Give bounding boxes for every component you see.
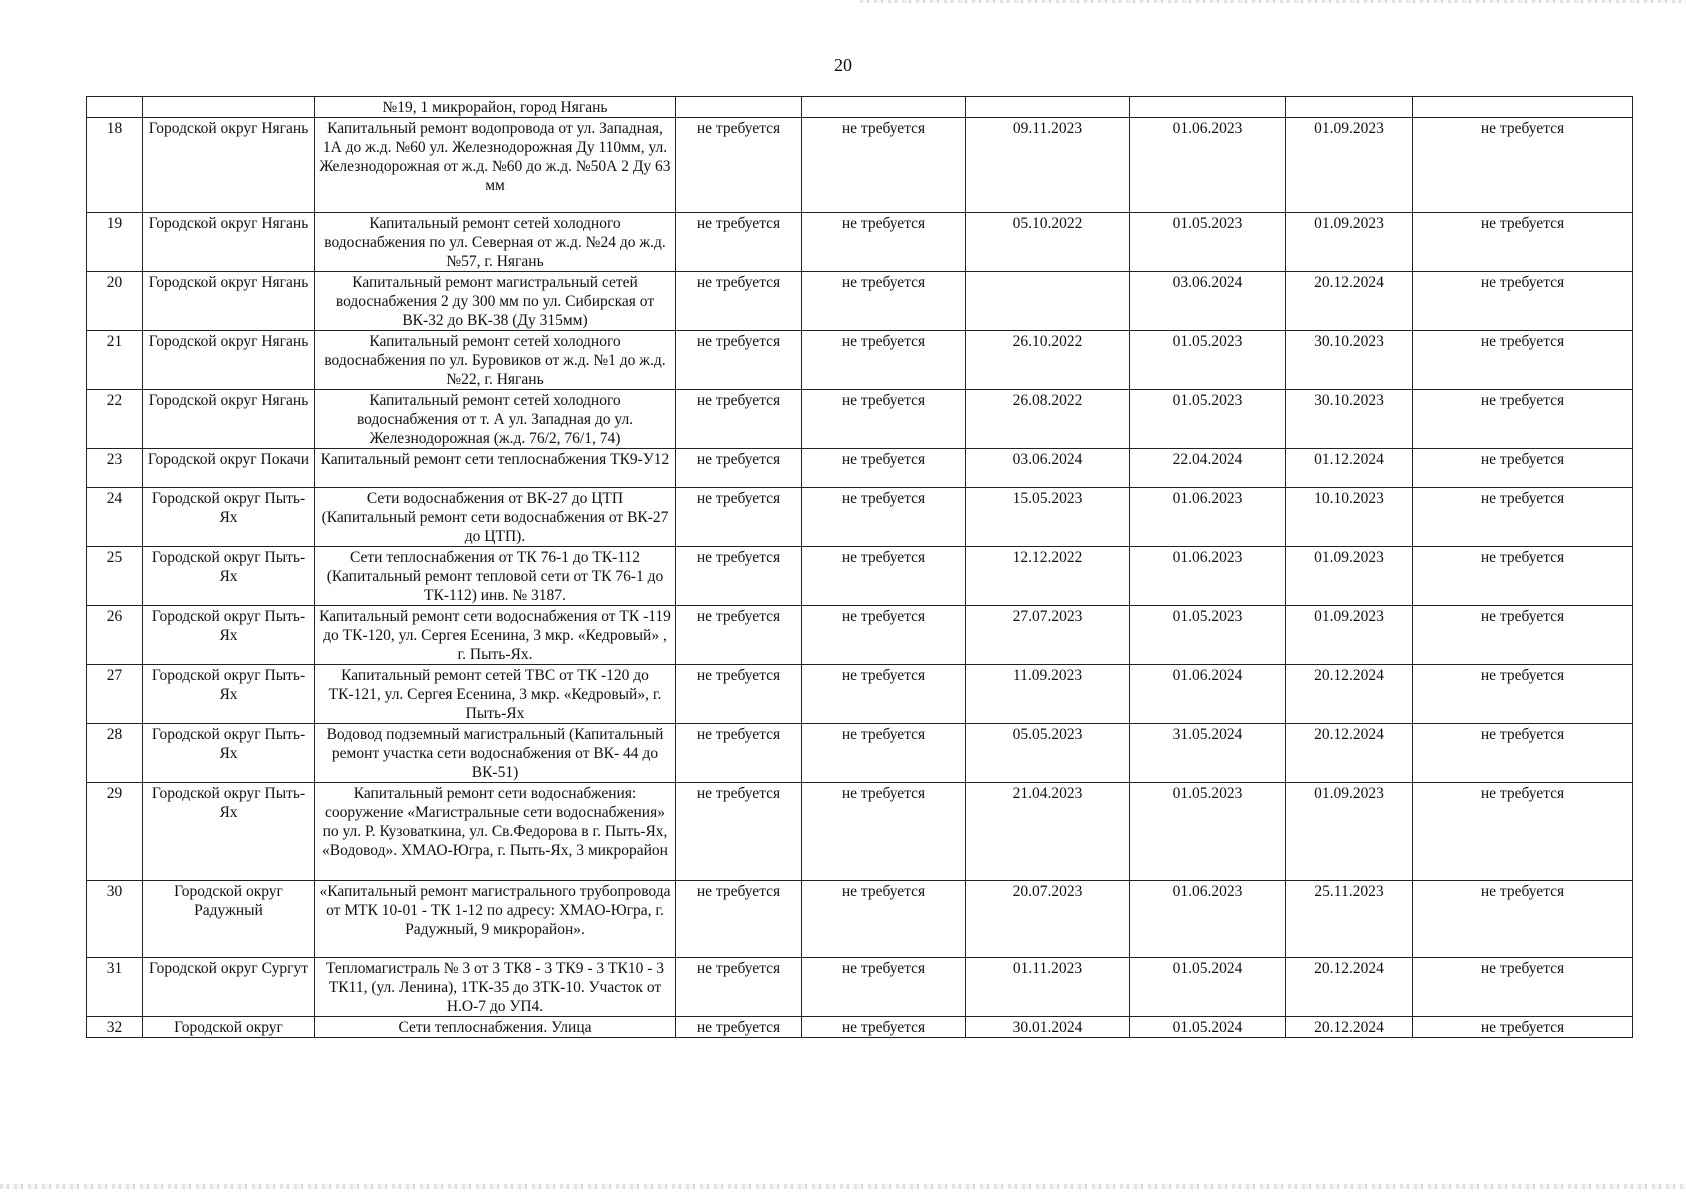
- col9-cell: не требуется: [1413, 118, 1633, 213]
- col7-cell: 22.04.2024: [1130, 449, 1286, 488]
- col8-cell: 20.12.2024: [1286, 1017, 1413, 1038]
- col8-cell: 01.09.2023: [1286, 547, 1413, 606]
- continuation-row: [87, 97, 1633, 118]
- col5-cell: не требуется: [802, 881, 966, 958]
- col9-cell: не требуется: [1413, 958, 1633, 1017]
- district-cell: Городской округ Пыть-Ях: [143, 724, 315, 783]
- table-row: [87, 881, 1633, 958]
- row-number: 29: [87, 783, 143, 881]
- col7-cell: 01.05.2023: [1130, 390, 1286, 449]
- col7-cell: 01.06.2023: [1130, 547, 1286, 606]
- col7-cell: 01.06.2023: [1130, 118, 1286, 213]
- col8-cell: 30.10.2023: [1286, 390, 1413, 449]
- data-table-container: [86, 96, 1632, 1038]
- col8-cell: 20.12.2024: [1286, 958, 1413, 1017]
- row-number: 28: [87, 724, 143, 783]
- col6-cell: 01.11.2023: [966, 958, 1130, 1017]
- table-row: [87, 606, 1633, 665]
- col7-cell: 31.05.2024: [1130, 724, 1286, 783]
- col5-cell: [802, 97, 966, 118]
- district-cell: Городской округ Нягань: [143, 213, 315, 272]
- col8-cell: 01.09.2023: [1286, 606, 1413, 665]
- col6-cell: 12.12.2022: [966, 547, 1130, 606]
- col6-cell: 26.10.2022: [966, 331, 1130, 390]
- district-cell: [143, 97, 315, 118]
- col8-cell: 10.10.2023: [1286, 488, 1413, 547]
- row-number: 31: [87, 958, 143, 1017]
- col9-cell: не требуется: [1413, 390, 1633, 449]
- col4-cell: не требуется: [676, 272, 802, 331]
- description-cell: Тепломагистраль № 3 от 3 ТК8 - 3 ТК9 - 3 ТК10 - 3 ТК11, (ул. Ленина), 1ТК-35 до 3ТК-10. Участок от Н.О-7 до УП4.: [315, 958, 676, 1017]
- district-cell: Городской округ Нягань: [143, 118, 315, 213]
- page-number: 20: [834, 55, 852, 75]
- col4-cell: не требуется: [676, 331, 802, 390]
- col5-cell: не требуется: [802, 606, 966, 665]
- description-cell: Сети теплоснабжения. Улица: [315, 1017, 676, 1038]
- col6-cell: 15.05.2023: [966, 488, 1130, 547]
- description-cell: Капитальный ремонт сетей холодного водоснабжения по ул. Северная от ж.д. №24 до ж.д. №57, г. Нягань: [315, 213, 676, 272]
- row-number: 26: [87, 606, 143, 665]
- col8-cell: 30.10.2023: [1286, 331, 1413, 390]
- col8-cell: 01.09.2023: [1286, 213, 1413, 272]
- col4-cell: не требуется: [676, 958, 802, 1017]
- col5-cell: не требуется: [802, 118, 966, 213]
- col7-cell: 01.05.2023: [1130, 213, 1286, 272]
- col7-cell: 01.05.2023: [1130, 331, 1286, 390]
- col7-cell: 01.05.2023: [1130, 606, 1286, 665]
- description-cell: Капитальный ремонт сетей холодного водоснабжения по ул. Буровиков от ж.д. №1 до ж.д. №22, г. Нягань: [315, 331, 676, 390]
- col8-cell: 20.12.2024: [1286, 665, 1413, 724]
- table-row: [87, 272, 1633, 331]
- col5-cell: не требуется: [802, 331, 966, 390]
- col4-cell: [676, 97, 802, 118]
- col9-cell: не требуется: [1413, 272, 1633, 331]
- row-number: 30: [87, 881, 143, 958]
- district-cell: Городской округ Нягань: [143, 331, 315, 390]
- col5-cell: не требуется: [802, 449, 966, 488]
- col5-cell: не требуется: [802, 272, 966, 331]
- district-cell: Городской округ Пыть-Ях: [143, 488, 315, 547]
- col5-cell: не требуется: [802, 547, 966, 606]
- col7-cell: 01.05.2024: [1130, 1017, 1286, 1038]
- row-number: 32: [87, 1017, 143, 1038]
- col4-cell: не требуется: [676, 118, 802, 213]
- row-number: 27: [87, 665, 143, 724]
- col9-cell: [1413, 97, 1633, 118]
- description-cell: Сети теплоснабжения от ТК 76-1 до ТК-112 (Капитальный ремонт тепловой сети от ТК 76-1 до ТК-112) инв. № 3187.: [315, 547, 676, 606]
- col9-cell: не требуется: [1413, 1017, 1633, 1038]
- col8-cell: 25.11.2023: [1286, 881, 1413, 958]
- district-cell: Городской округ Сургут: [143, 958, 315, 1017]
- col9-cell: не требуется: [1413, 488, 1633, 547]
- col5-cell: не требуется: [802, 1017, 966, 1038]
- col6-cell: [966, 272, 1130, 331]
- col4-cell: не требуется: [676, 390, 802, 449]
- district-cell: Городской округ: [143, 1017, 315, 1038]
- district-cell: Городской округ Пыть-Ях: [143, 606, 315, 665]
- district-cell: Городской округ Радужный: [143, 881, 315, 958]
- row-number: 18: [87, 118, 143, 213]
- row-number: 19: [87, 213, 143, 272]
- col5-cell: не требуется: [802, 213, 966, 272]
- col6-cell: 26.08.2022: [966, 390, 1130, 449]
- description-cell: Водовод подземный магистральный (Капитальный ремонт участка сети водоснабжения от ВК- 44 до ВК-51): [315, 724, 676, 783]
- col4-cell: не требуется: [676, 449, 802, 488]
- table-row: [87, 724, 1633, 783]
- description-cell: «Капитальный ремонт магистрального трубопровода от МТК 10-01 - ТК 1-12 по адресу: ХМАО-Югра, г. Радужный, 9 микрорайон».: [315, 881, 676, 958]
- table-row: [87, 1017, 1633, 1038]
- district-cell: Городской округ Пыть-Ях: [143, 783, 315, 881]
- col6-cell: 05.05.2023: [966, 724, 1130, 783]
- col9-cell: не требуется: [1413, 547, 1633, 606]
- col9-cell: не требуется: [1413, 606, 1633, 665]
- col9-cell: не требуется: [1413, 881, 1633, 958]
- scan-edge-bottom: [0, 1184, 1686, 1189]
- district-cell: Городской округ Пыть-Ях: [143, 665, 315, 724]
- col7-cell: [1130, 97, 1286, 118]
- col8-cell: 01.09.2023: [1286, 118, 1413, 213]
- col7-cell: 01.06.2024: [1130, 665, 1286, 724]
- col7-cell: 01.05.2024: [1130, 958, 1286, 1017]
- col6-cell: [966, 97, 1130, 118]
- col5-cell: не требуется: [802, 783, 966, 881]
- data-table: [86, 96, 1633, 1038]
- table-row: [87, 958, 1633, 1017]
- description-cell: Капитальный ремонт сети водоснабжения от ТК -119 до ТК-120, ул. Сергея Есенина, 3 мкр. «Кедровый» , г. Пыть-Ях.: [315, 606, 676, 665]
- district-cell: Городской округ Пыть-Ях: [143, 547, 315, 606]
- col9-cell: не требуется: [1413, 449, 1633, 488]
- table-row: [87, 449, 1633, 488]
- col4-cell: не требуется: [676, 724, 802, 783]
- col5-cell: не требуется: [802, 724, 966, 783]
- col7-cell: 01.06.2023: [1130, 488, 1286, 547]
- col6-cell: 27.07.2023: [966, 606, 1130, 665]
- row-number: 23: [87, 449, 143, 488]
- col6-cell: 09.11.2023: [966, 118, 1130, 213]
- col7-cell: 03.06.2024: [1130, 272, 1286, 331]
- district-cell: Городской округ Нягань: [143, 390, 315, 449]
- description-cell: Капитальный ремонт водопровода от ул. Западная, 1А до ж.д. №60 ул. Железнодорожная Ду 110мм, ул. Железнодорожная от ж.д. №60 до ж.д. №50А 2 Ду 63 мм: [315, 118, 676, 213]
- col6-cell: 11.09.2023: [966, 665, 1130, 724]
- description-cell: №19, 1 микрорайон, город Нягань: [315, 97, 676, 118]
- col7-cell: 01.05.2023: [1130, 783, 1286, 881]
- col7-cell: 01.06.2023: [1130, 881, 1286, 958]
- description-cell: Сети водоснабжения от ВК-27 до ЦТП (Капитальный ремонт сети водоснабжения от ВК-27 до ЦТП).: [315, 488, 676, 547]
- col6-cell: 03.06.2024: [966, 449, 1130, 488]
- col4-cell: не требуется: [676, 488, 802, 547]
- col4-cell: не требуется: [676, 665, 802, 724]
- row-number: 21: [87, 331, 143, 390]
- row-number: 20: [87, 272, 143, 331]
- district-cell: Городской округ Нягань: [143, 272, 315, 331]
- row-number: [87, 97, 143, 118]
- row-number: 22: [87, 390, 143, 449]
- col9-cell: не требуется: [1413, 783, 1633, 881]
- table-row: [87, 390, 1633, 449]
- row-number: 24: [87, 488, 143, 547]
- col5-cell: не требуется: [802, 665, 966, 724]
- description-cell: Капитальный ремонт сетей ТВС от ТК -120 до ТК-121, ул. Сергея Есенина, 3 мкр. «Кедровый», г. Пыть-Ях: [315, 665, 676, 724]
- col6-cell: 21.04.2023: [966, 783, 1130, 881]
- col4-cell: не требуется: [676, 547, 802, 606]
- table-row: [87, 213, 1633, 272]
- col8-cell: 01.12.2024: [1286, 449, 1413, 488]
- col9-cell: не требуется: [1413, 665, 1633, 724]
- col8-cell: [1286, 97, 1413, 118]
- col5-cell: не требуется: [802, 958, 966, 1017]
- table-row: [87, 783, 1633, 881]
- col6-cell: 20.07.2023: [966, 881, 1130, 958]
- row-number: 25: [87, 547, 143, 606]
- col5-cell: не требуется: [802, 390, 966, 449]
- col6-cell: 05.10.2022: [966, 213, 1130, 272]
- col4-cell: не требуется: [676, 881, 802, 958]
- description-cell: Капитальный ремонт сетей холодного водоснабжения от т. А ул. Западная до ул. Железнодорожная (ж.д. 76/2, 76/1, 74): [315, 390, 676, 449]
- table-row: [87, 118, 1633, 213]
- table-row: [87, 488, 1633, 547]
- description-cell: Капитальный ремонт сети водоснабжения: сооружение «Магистральные сети водоснабжения» по ул. Р. Кузоваткина, ул. Св.Федорова в г. Пыть-Ях, «Водовод». ХМАО-Югра, г. Пыть-Ях, 3 микрорайон: [315, 783, 676, 881]
- col9-cell: не требуется: [1413, 331, 1633, 390]
- description-cell: Капитальный ремонт сети теплоснабжения ТК9-У12: [315, 449, 676, 488]
- col8-cell: 01.09.2023: [1286, 783, 1413, 881]
- col4-cell: не требуется: [676, 606, 802, 665]
- col5-cell: не требуется: [802, 488, 966, 547]
- table-row: [87, 665, 1633, 724]
- scan-edge-top: [860, 0, 1686, 3]
- col8-cell: 20.12.2024: [1286, 272, 1413, 331]
- description-cell: Капитальный ремонт магистральный сетей водоснабжения 2 ду 300 мм по ул. Сибирская от ВК-32 до ВК-38 (Ду 315мм): [315, 272, 676, 331]
- col4-cell: не требуется: [676, 783, 802, 881]
- col6-cell: 30.01.2024: [966, 1017, 1130, 1038]
- col9-cell: не требуется: [1413, 724, 1633, 783]
- district-cell: Городской округ Покачи: [143, 449, 315, 488]
- col4-cell: не требуется: [676, 1017, 802, 1038]
- col4-cell: не требуется: [676, 213, 802, 272]
- table-row: [87, 331, 1633, 390]
- table-row: [87, 547, 1633, 606]
- col9-cell: не требуется: [1413, 213, 1633, 272]
- col8-cell: 20.12.2024: [1286, 724, 1413, 783]
